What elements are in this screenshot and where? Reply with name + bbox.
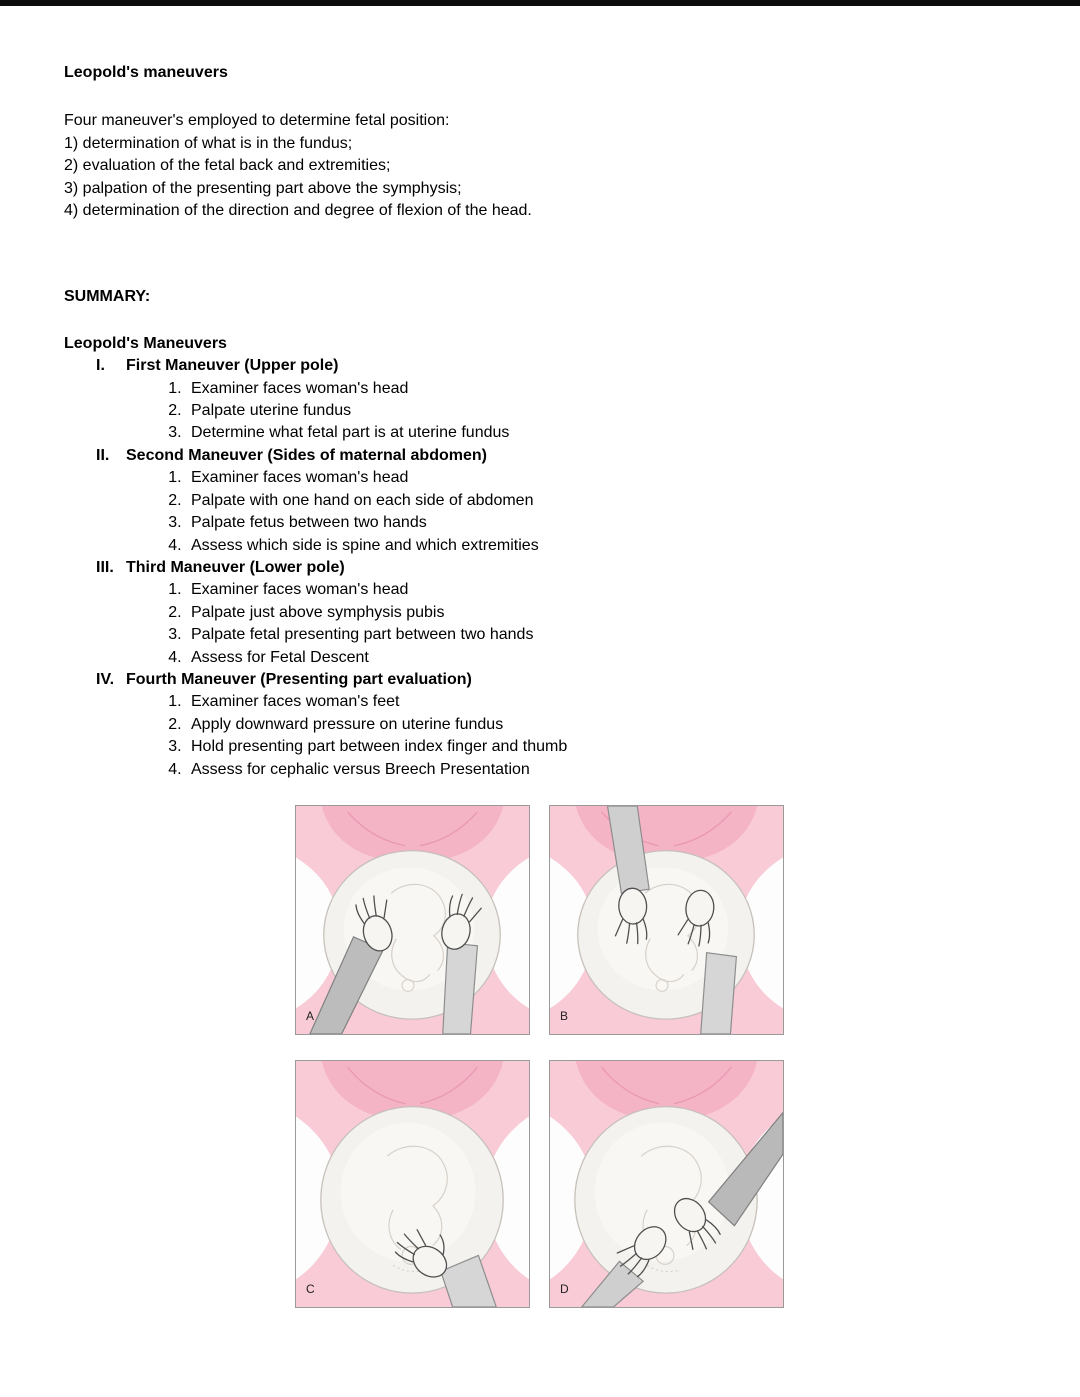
maneuver-step: 1. Examiner faces woman's head [186,579,1016,601]
maneuver-step: 3. Palpate fetus between two hands [186,512,1016,534]
maneuver-step: 1. Examiner faces woman's head [186,378,1016,400]
maneuver-section-4 [64,669,1016,781]
figure-panel-a [295,805,530,1035]
maneuver-illustration-b [550,806,783,1034]
maneuver-step: 2. Palpate with one hand on each side of abdomen [186,490,1016,512]
maneuver-step: 2. Palpate uterine fundus [186,400,1016,422]
maneuver-numeral: II. [96,446,110,464]
maneuver-step: 2. Palpate just above symphysis pubis [186,602,1016,624]
figure-label-c: C [306,1281,315,1296]
maneuver-illustration-d [550,1061,783,1307]
maneuver-step: 3. Hold presenting part between index finger and thumb [186,736,1016,758]
intro-lead: Four maneuver's employed to determine fetal position: [64,112,450,130]
maneuver-numeral: I. [96,357,105,375]
maneuver-heading [96,669,1016,691]
figure-panel-b [549,805,784,1035]
figure-label-a: A [306,1008,315,1023]
intro-item-1: 1) determination of what is in the fundus; [64,134,353,152]
maneuver-heading [96,355,1016,377]
intro-item-2: 2) evaluation of the fetal back and extremities; [64,157,391,175]
figure-panel-d [549,1060,784,1308]
figure-panel-c [295,1060,530,1308]
maneuver-step: 4. Assess for Fetal Descent [186,647,1016,669]
maneuver-step: 4. Assess for cephalic versus Breech Presentation [186,759,1016,781]
maneuver-steps [160,579,1016,669]
intro-item-3: 3) palpation of the presenting part above the symphysis; [64,179,462,197]
maneuver-step: 2. Apply downward pressure on uterine fundus [186,714,1016,736]
maneuver-step: 3. Determine what fetal part is at uterine fundus [186,422,1016,444]
maneuver-steps [160,691,1016,781]
maneuver-numeral: IV. [96,670,115,688]
examiner-right-forearm [701,953,737,1034]
document-title: Leopold's maneuvers [64,64,228,81]
maneuver-illustration-c [296,1061,529,1307]
figure-label-b: B [560,1008,569,1023]
maneuver-heading [96,557,1016,579]
maneuver-step: 1. Examiner faces woman's head [186,467,1016,489]
maneuver-title: Second Maneuver (Sides of maternal abdomen) [126,446,487,464]
maneuver-illustration-a [296,806,529,1034]
maneuver-title: Fourth Maneuver (Presenting part evaluation) [126,670,472,688]
maneuver-title: Third Maneuver (Lower pole) [126,558,345,576]
maneuver-step: 1. Examiner faces woman's feet [186,691,1016,713]
maneuver-heading [96,445,1016,467]
figures-grid [295,805,1016,1308]
maneuver-numeral: III. [96,558,114,576]
maneuver-section-3 [64,557,1016,669]
maneuver-section-1 [64,355,1016,445]
maneuver-steps [160,378,1016,445]
summary-heading: SUMMARY: [64,288,151,306]
abdomen-highlight [341,1122,476,1261]
outline-title: Leopold's Maneuvers [64,334,227,352]
figure-label-d: D [560,1281,569,1296]
document-content [0,6,1080,1348]
maneuver-step: 3. Palpate fetal presenting part between two hands [186,624,1016,646]
maneuver-section-2 [64,445,1016,557]
maneuver-title: First Maneuver (Upper pole) [126,357,339,375]
intro-item-4: 4) determination of the direction and degree of flexion of the head. [64,202,532,220]
maneuver-step: 4. Assess which side is spine and which extremities [186,535,1016,557]
maneuver-steps [160,467,1016,557]
